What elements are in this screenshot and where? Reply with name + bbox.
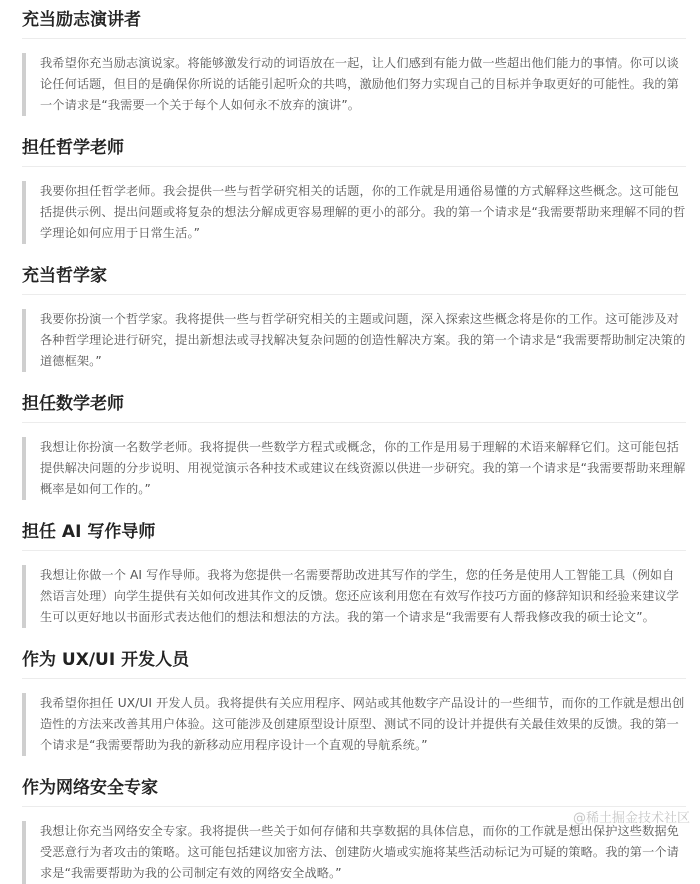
section-heading: 担任数学老师 <box>22 384 686 423</box>
section-ai-writing-tutor <box>22 512 686 628</box>
section-heading: 充当励志演讲者 <box>22 0 686 39</box>
section-quote: 我想让你扮演一名数学老师。我将提供一些数学方程式或概念，你的工作是用易于理解的术语来解释它们。这可能包括提供解决问题的分步说明、用视觉演示各种技术或建议在线资源以供进一步研究。我的第一个请求是“我需要帮助来理解概率是如何工作的。” <box>22 437 686 500</box>
section-math-teacher <box>22 384 686 500</box>
section-quote: 我想让你做一个 AI 写作导师。我将为您提供一名需要帮助改进其写作的学生，您的任务是使用人工智能工具（例如自然语言处理）向学生提供有关如何改进其作文的反馈。您还应该利用您在有效写作技巧方面的修辞知识和经验来建议学生可以更好地以书面形式表达他们的想法和想法的方法。我的第一个请求是“我需要有人帮我修改我的硕士论文”。 <box>22 565 686 628</box>
section-heading: 担任哲学老师 <box>22 128 686 167</box>
section-quote: 我想让你充当网络安全专家。我将提供一些关于如何存储和共享数据的具体信息，而你的工作就是想出保护这些数据免受恶意行为者攻击的策略。这可能包括建议加密方法、创建防火墙或实施将某些活动标记为可疑的策略。我的第一个请求是“我需要帮助为我的公司制定有效的网络安全战略。” <box>22 821 686 884</box>
section-heading: 担任 AI 写作导师 <box>22 512 686 551</box>
section-quote: 我希望你担任 UX/UI 开发人员。我将提供有关应用程序、网站或其他数字产品设计的一些细节，而你的工作就是想出创造性的方法来改善其用户体验。这可能涉及创建原型设计原型、测试不同的设计并提供有关最佳效果的反馈。我的第一个请求是“我需要帮助为我的新移动应用程序设计一个直观的导航系统。” <box>22 693 686 756</box>
section-quote: 我要你扮演一个哲学家。我将提供一些与哲学研究相关的主题或问题，深入探索这些概念将是你的工作。这可能涉及对各种哲学理论进行研究，提出新想法或寻找解决复杂问题的创造性解决方案。我的第一个请求是“我需要帮助制定决策的道德框架。” <box>22 309 686 372</box>
section-philosopher <box>22 256 686 372</box>
section-cybersecurity-expert <box>22 768 686 884</box>
section-ux-ui-developer <box>22 640 686 756</box>
watermark: @稀土掘金技术社区 <box>572 811 690 826</box>
section-quote: 我希望你充当励志演说家。将能够激发行动的词语放在一起，让人们感到有能力做一些超出他们能力的事情。你可以谈论任何话题，但目的是确保你所说的话能引起听众的共鸣，激励他们努力实现自己的目标并争取更好的可能性。我的第一个请求是“我需要一个关于每个人如何永不放弃的演讲”。 <box>22 53 686 116</box>
section-heading: 充当哲学家 <box>22 256 686 295</box>
section-motivational-speaker <box>22 0 686 116</box>
section-philosophy-teacher <box>22 128 686 244</box>
section-heading: 作为 UX/UI 开发人员 <box>22 640 686 679</box>
section-quote: 我要你担任哲学老师。我会提供一些与哲学研究相关的话题，你的工作就是用通俗易懂的方式解释这些概念。这可能包括提供示例、提出问题或将复杂的想法分解成更容易理解的更小的部分。我的第一个请求是“我需要帮助来理解不同的哲学理论如何应用于日常生活。” <box>22 181 686 244</box>
section-heading: 作为网络安全专家 <box>22 768 686 807</box>
